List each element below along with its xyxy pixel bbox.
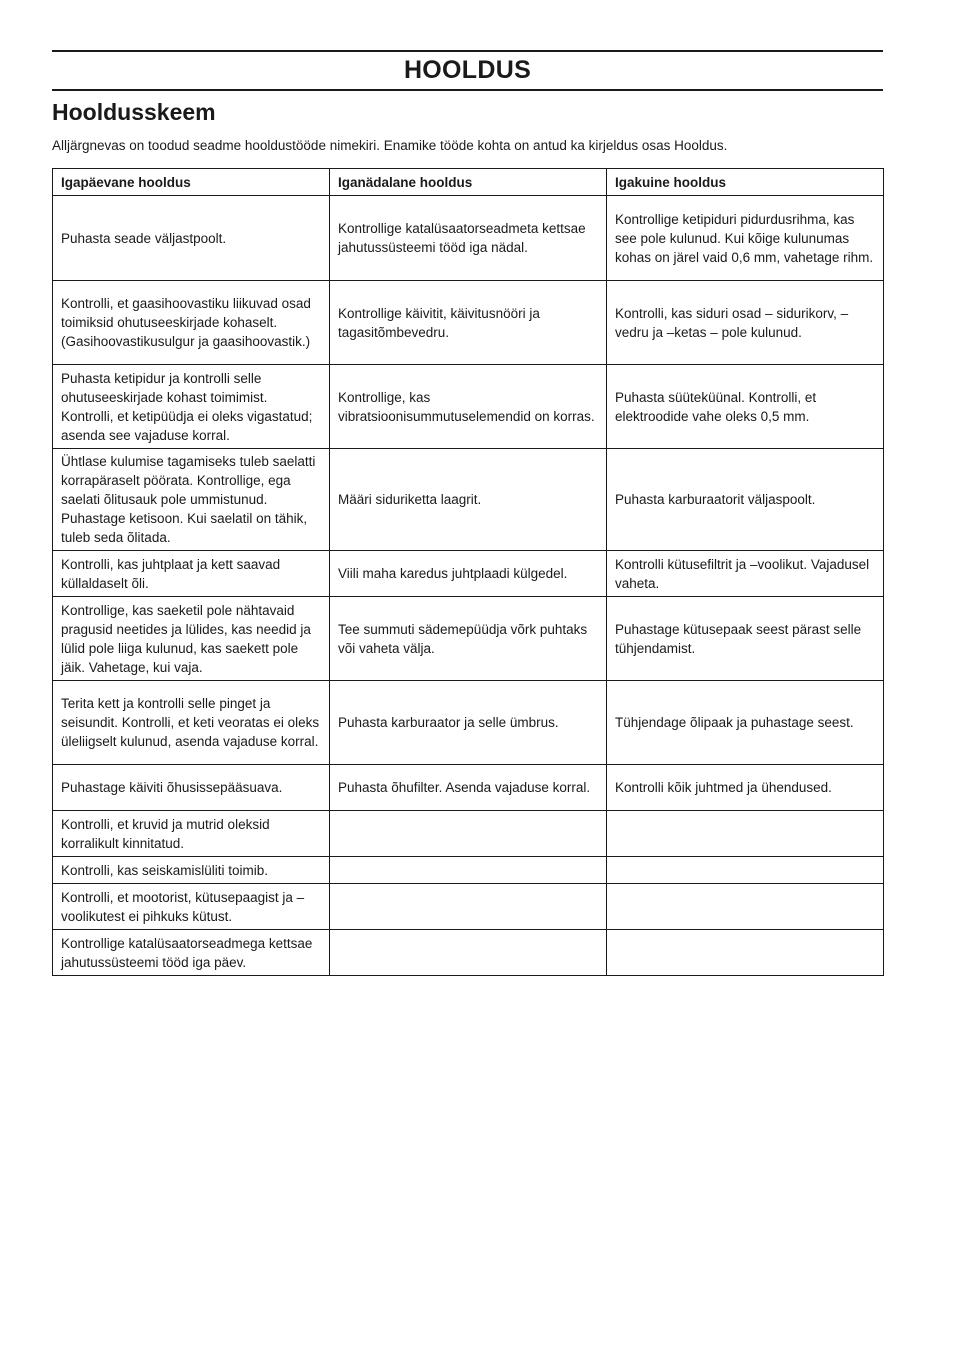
table-row (53, 196, 884, 281)
cell-daily: Kontrollige, kas saeketil pole nähtavaid pragusid neetides ja lülides, kas needid ja lülid pole liiga kulunud, kas saekett pole jäik. Vahetage, kui vaja. (53, 597, 330, 681)
table-row (53, 281, 884, 365)
maintenance-schedule-table (52, 168, 884, 976)
cell-weekly: Viili maha karedus juhtplaadi külgedel. (330, 551, 607, 597)
cell-weekly: Puhasta õhufilter. Asenda vajaduse korral. (330, 765, 607, 811)
table-header-row (53, 169, 884, 196)
cell-weekly (330, 857, 607, 884)
cell-weekly: Kontrollige, kas vibratsioonisummutuselemendid on korras. (330, 365, 607, 449)
table-row (53, 811, 884, 857)
table-row (53, 681, 884, 765)
cell-monthly (607, 811, 884, 857)
header-weekly: Iganädalane hooldus (330, 169, 607, 196)
cell-daily: Puhastage käiviti õhusissepääsuava. (53, 765, 330, 811)
cell-weekly: Puhasta karburaator ja selle ümbrus. (330, 681, 607, 765)
cell-weekly: Kontrollige katalüsaatorseadmeta kettsae jahutussüsteemi tööd iga nädal. (330, 196, 607, 281)
cell-daily: Kontrolli, kas juhtplaat ja kett saavad küllaldaselt õli. (53, 551, 330, 597)
table-row (53, 884, 884, 930)
header-monthly: Igakuine hooldus (607, 169, 884, 196)
table-row (53, 765, 884, 811)
cell-monthly: Kontrolli, kas siduri osad – sidurikorv, –vedru ja –ketas – pole kulunud. (607, 281, 884, 365)
table-row (53, 930, 884, 976)
cell-monthly: Kontrolli kõik juhtmed ja ühendused. (607, 765, 884, 811)
cell-monthly (607, 930, 884, 976)
cell-daily: Terita kett ja kontrolli selle pinget ja seisundit. Kontrolli, et keti veoratas ei oleks üleliigselt kulunud, asenda vajaduse korral. (53, 681, 330, 765)
intro-paragraph: Alljärgnevas on toodud seadme hooldustööde nimekiri. Enamike tööde kohta on antud ka kirjeldus osas Hooldus. (52, 138, 728, 153)
cell-daily: Ühtlase kulumise tagamiseks tuleb saelatti korrapäraselt pöörata. Kontrollige, ega saelati õlitusauk pole ummistunud. Puhastage ketisoon. Kui saelatil on tähik, tuleb seda õlitada. (53, 449, 330, 551)
cell-weekly: Tee summuti sädemepüüdja võrk puhtaks või vaheta välja. (330, 597, 607, 681)
cell-monthly (607, 857, 884, 884)
table-row (53, 597, 884, 681)
cell-daily: Puhasta ketipidur ja kontrolli selle ohutuseeskirjade kohast toimimist. Kontrolli, et ketipüüdja ei oleks vigastatud; asenda see vajaduse korral. (53, 365, 330, 449)
cell-daily: Puhasta seade väljastpoolt. (53, 196, 330, 281)
table-row (53, 449, 884, 551)
cell-monthly: Puhasta süüteküünal. Kontrolli, et elektroodide vahe oleks 0,5 mm. (607, 365, 884, 449)
cell-daily: Kontrolli, et kruvid ja mutrid oleksid korralikult kinnitatud. (53, 811, 330, 857)
cell-monthly: Tühjendage õlipaak ja puhastage seest. (607, 681, 884, 765)
document-page (52, 50, 883, 976)
cell-monthly: Puhasta karburaatorit väljaspoolt. (607, 449, 884, 551)
cell-weekly (330, 930, 607, 976)
table-row (53, 365, 884, 449)
cell-monthly: Kontrolli kütusefiltrit ja –voolikut. Vajadusel vaheta. (607, 551, 884, 597)
cell-daily: Kontrolli, kas seiskamislüliti toimib. (53, 857, 330, 884)
cell-weekly (330, 811, 607, 857)
cell-weekly: Määri siduriketta laagrit. (330, 449, 607, 551)
chapter-banner (52, 50, 883, 91)
chapter-title: HOOLDUS (403, 56, 532, 84)
cell-daily: Kontrollige katalüsaatorseadmega kettsae jahutussüsteemi tööd iga päev. (53, 930, 330, 976)
cell-weekly: Kontrollige käivitit, käivitusnööri ja tagasitõmbevedru. (330, 281, 607, 365)
table-row (53, 857, 884, 884)
table-row (53, 551, 884, 597)
section-title: Hooldusskeem (52, 99, 216, 125)
cell-monthly (607, 884, 884, 930)
cell-monthly: Puhastage kütusepaak seest pärast selle tühjendamist. (607, 597, 884, 681)
cell-daily: Kontrolli, et mootorist, kütusepaagist ja –voolikutest ei pihkuks kütust. (53, 884, 330, 930)
cell-weekly (330, 884, 607, 930)
cell-daily: Kontrolli, et gaasihoovastiku liikuvad osad toimiksid ohutuseeskirjade kohaselt. (Gasihoovastikusulgur ja gaasihoovastik.) (53, 281, 330, 365)
cell-monthly: Kontrollige ketipiduri pidurdusrihma, kas see pole kulunud. Kui kõige kulunumas kohas on järel vaid 0,6 mm, vahetage rihm. (607, 196, 884, 281)
header-daily: Igapäevane hooldus (53, 169, 330, 196)
